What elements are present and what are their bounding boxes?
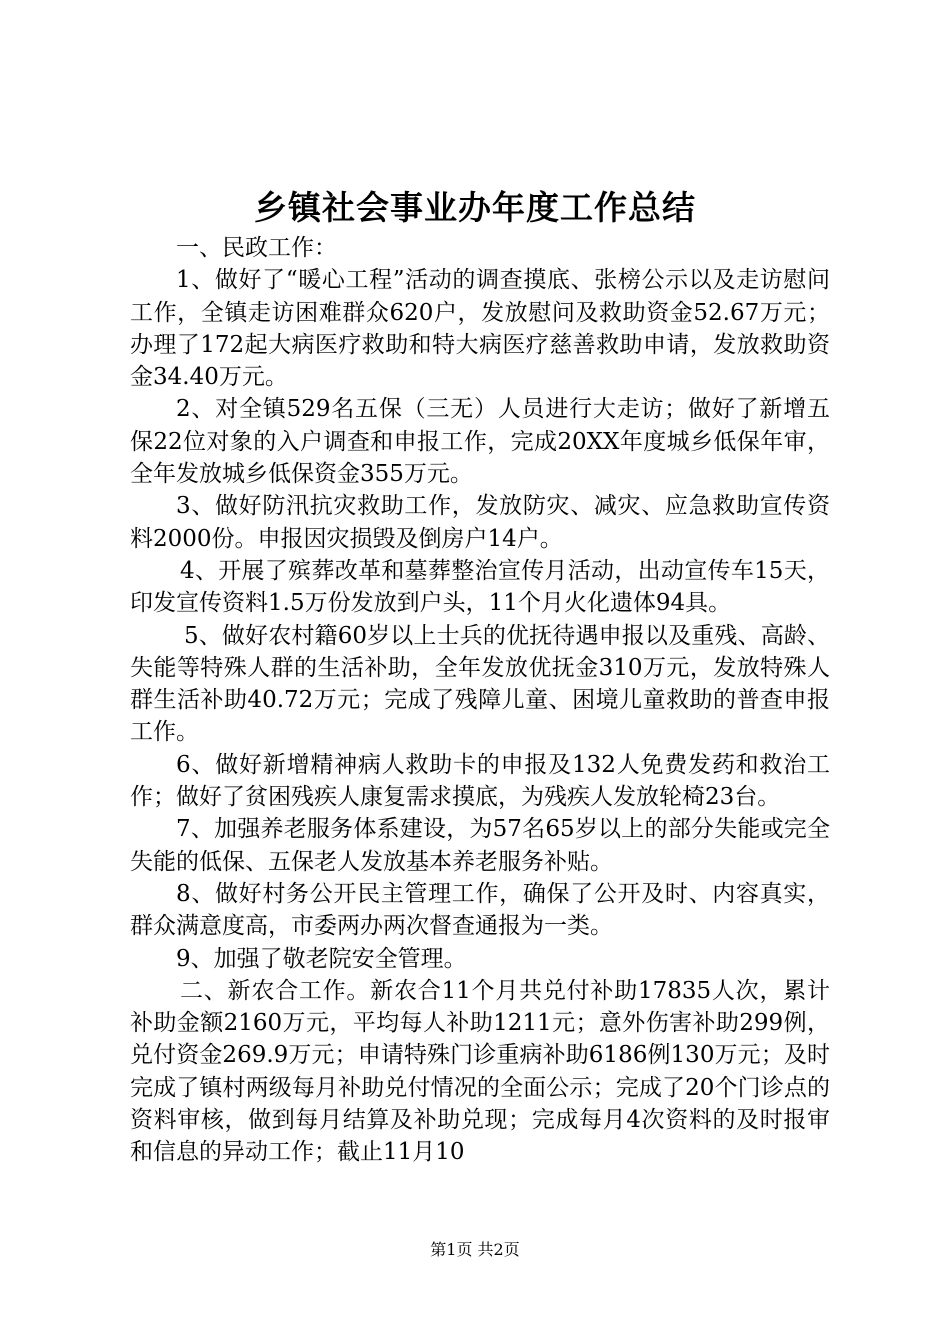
paragraph-item-5: 5、做好农村籍60岁以上士兵的优抚待遇申报以及重残、高龄、失能等特殊人群的生活补助，全年发放优抚金310万元，发放特殊人群生活补助40.72万元；完成了残障儿童、困境儿童救助的普查申报工作。 [130, 622, 830, 746]
section-new-rural-cooperative: 二、新农合工作。新农合11个月共兑付补助17835人次，累计补助金额2160万元，平均每人补助1211元；意外伤害补助299例，兑付资金269.9万元；申请特殊门诊重病补助6186例130万元；及时完成了镇村两级每月补助兑付情况的全面公示；完成了20个门诊点的资料审核，做到每月结算及补助兑现；完成每月4次资料的及时报审和信息的异动工作；截止11月10 [130, 977, 830, 1166]
page-number-footer: 第1页 共2页 [430, 1240, 520, 1259]
paragraph-item-9: 9、加强了敬老院安全管理。 [176, 945, 467, 972]
paragraph-item-8: 8、做好村务公开民主管理工作，确保了公开及时、内容真实，群众满意度高，市委两办两次督查通报为一类。 [130, 880, 830, 940]
document-title: 乡镇社会事业办年度工作总结 [254, 188, 696, 227]
section-heading-civil-affairs: 一、民政工作： [176, 235, 337, 261]
paragraph-item-2: 2、对全镇529名五保（三无）人员进行大走访；做好了新增五保22位对象的入户调查和申报工作，完成20XX年度城乡低保年审，全年发放城乡低保资金355万元。 [130, 396, 830, 488]
document-body [130, 232, 830, 1169]
paragraph-item-1: 1、做好了“暖心工程”活动的调查摸底、张榜公示以及走访慰问工作，全镇走访困难群众620户，发放慰问及救助资金52.67万元；办理了172起大病医疗救助和特大病医疗慈善救助申请，发放救助资金34.40万元。 [130, 267, 830, 391]
paragraph-item-7: 7、加强养老服务体系建设，为57名65岁以上的部分失能或完全失能的低保、五保老人发放基本养老服务补贴。 [130, 816, 830, 875]
paragraph-item-4: 4、开展了殡葬改革和墓葬整治宣传月活动，出动宣传车15天，印发宣传资料1.5万份发放到户头，11个月火化遗体94具。 [130, 557, 830, 617]
paragraph-item-6: 6、做好新增精神病人救助卡的申报及132人免费发药和救治工作；做好了贫困残疾人康复需求摸底，为残疾人发放轮椅23台。 [130, 751, 830, 811]
paragraph-item-3: 3、做好防汛抗灾救助工作，发放防灾、减灾、应急救助宣传资料2000份。申报因灾损毁及倒房户14户。 [130, 493, 830, 552]
